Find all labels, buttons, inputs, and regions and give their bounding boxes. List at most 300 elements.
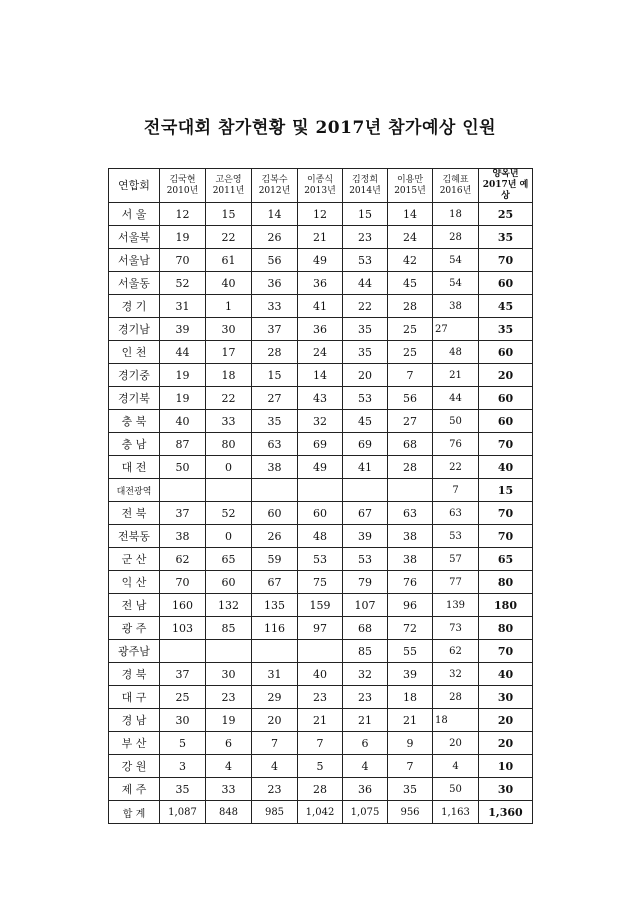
value-cell: 33 [206, 410, 252, 433]
value-cell: 79 [343, 571, 388, 594]
value-cell: 14 [252, 203, 298, 226]
value-cell: 30 [206, 318, 252, 341]
value-cell: 22 [343, 295, 388, 318]
value-cell: 28 [388, 456, 433, 479]
table-row [109, 249, 533, 272]
value-cell [298, 479, 343, 502]
value-cell: 30 [479, 686, 533, 709]
value-cell: 33 [206, 778, 252, 801]
value-cell: 23 [298, 686, 343, 709]
region-cell: 경기중 [109, 364, 160, 387]
value-cell [160, 640, 206, 663]
value-cell: 31 [160, 295, 206, 318]
value-cell: 26 [252, 226, 298, 249]
value-cell: 20 [433, 732, 479, 755]
column-header-name: 김복수 [261, 174, 288, 185]
value-cell: 22 [206, 226, 252, 249]
region-cell: 광 주 [109, 617, 160, 640]
value-cell: 28 [433, 226, 479, 249]
value-cell: 97 [298, 617, 343, 640]
table-row [109, 272, 533, 295]
value-text: 18 [435, 714, 448, 726]
table-row [109, 295, 533, 318]
value-cell: 75 [298, 571, 343, 594]
value-cell: 63 [433, 502, 479, 525]
value-cell: 40 [479, 663, 533, 686]
value-cell: 49 [298, 249, 343, 272]
value-cell: 45 [479, 295, 533, 318]
column-header [206, 169, 252, 203]
value-cell: 36 [298, 272, 343, 295]
value-cell: 20 [252, 709, 298, 732]
region-cell: 서울북 [109, 226, 160, 249]
region-cell: 경 기 [109, 295, 160, 318]
table-row [109, 502, 533, 525]
table-row [109, 203, 533, 226]
value-cell: 76 [433, 433, 479, 456]
value-cell: 96 [388, 594, 433, 617]
column-header-name: 양옥년 [492, 169, 519, 179]
value-cell: 18 [388, 686, 433, 709]
value-cell: 27 [388, 410, 433, 433]
value-cell [206, 479, 252, 502]
value-cell: 7 [388, 364, 433, 387]
value-cell: 9 [388, 732, 433, 755]
value-cell: 30 [206, 663, 252, 686]
value-cell: 77 [433, 571, 479, 594]
column-header [388, 169, 433, 203]
value-cell: 1,163 [433, 801, 479, 824]
value-cell: 5 [298, 755, 343, 778]
table-row [109, 548, 533, 571]
table-body [109, 203, 533, 824]
table-row [109, 364, 533, 387]
value-cell: 10 [479, 755, 533, 778]
value-cell: 19 [160, 226, 206, 249]
table-row [109, 226, 533, 249]
value-cell: 50 [433, 410, 479, 433]
value-cell: 17 [206, 341, 252, 364]
region-cell: 익 산 [109, 571, 160, 594]
value-cell: 73 [433, 617, 479, 640]
value-cell: 72 [388, 617, 433, 640]
value-cell: 4 [206, 755, 252, 778]
table-row [109, 594, 533, 617]
value-cell: 80 [206, 433, 252, 456]
column-header [298, 169, 343, 203]
value-cell: 57 [433, 548, 479, 571]
value-cell: 36 [343, 778, 388, 801]
table-row [109, 318, 533, 341]
column-header-name: 김혜표 [442, 174, 469, 185]
value-cell [388, 479, 433, 502]
value-cell: 45 [388, 272, 433, 295]
value-cell: 60 [479, 341, 533, 364]
value-cell: 60 [479, 410, 533, 433]
column-header-year: 2010년 [166, 185, 199, 196]
value-cell: 53 [433, 525, 479, 548]
value-cell: 33 [252, 295, 298, 318]
table-row [109, 755, 533, 778]
value-cell: 44 [343, 272, 388, 295]
value-cell: 7 [298, 732, 343, 755]
value-cell: 20 [479, 709, 533, 732]
value-cell: 48 [298, 525, 343, 548]
value-cell: 15 [206, 203, 252, 226]
table-row [109, 709, 533, 732]
value-cell: 67 [343, 502, 388, 525]
region-cell: 인 천 [109, 341, 160, 364]
value-cell: 63 [388, 502, 433, 525]
value-cell: 63 [252, 433, 298, 456]
value-cell: 18 [433, 203, 479, 226]
value-cell: 160 [160, 594, 206, 617]
table-row [109, 479, 533, 502]
value-cell: 68 [343, 617, 388, 640]
column-header-year: 2012년 [258, 185, 291, 196]
value-cell: 14 [388, 203, 433, 226]
value-cell: 39 [388, 663, 433, 686]
value-cell: 24 [298, 341, 343, 364]
value-cell: 20 [343, 364, 388, 387]
value-cell [252, 640, 298, 663]
value-cell: 1 [206, 295, 252, 318]
column-header-year: 2014년 [349, 185, 381, 196]
value-cell: 80 [479, 617, 533, 640]
value-cell: 22 [433, 456, 479, 479]
value-cell: 54 [433, 249, 479, 272]
value-cell: 29 [252, 686, 298, 709]
value-cell: 30 [160, 709, 206, 732]
value-cell: 85 [343, 640, 388, 663]
value-cell: 21 [298, 226, 343, 249]
participation-table [108, 168, 533, 824]
value-cell: 23 [206, 686, 252, 709]
column-header-name: 이종식 [306, 174, 334, 185]
value-cell: 25 [479, 203, 533, 226]
value-cell: 12 [160, 203, 206, 226]
value-cell: 4 [343, 755, 388, 778]
value-cell: 6 [343, 732, 388, 755]
value-cell: 25 [388, 341, 433, 364]
region-cell: 서 울 [109, 203, 160, 226]
value-cell: 49 [298, 456, 343, 479]
value-cell: 23 [252, 778, 298, 801]
region-cell: 대 전 [109, 456, 160, 479]
value-cell: 38 [160, 525, 206, 548]
value-cell: 70 [479, 640, 533, 663]
value-cell: 44 [160, 341, 206, 364]
value-cell: 35 [388, 778, 433, 801]
region-cell: 전 북 [109, 502, 160, 525]
value-cell: 25 [160, 686, 206, 709]
value-cell: 28 [433, 686, 479, 709]
value-cell: 53 [298, 548, 343, 571]
value-cell: 35 [479, 318, 533, 341]
value-cell: 985 [252, 801, 298, 824]
value-cell: 59 [252, 548, 298, 571]
region-cell: 전북동 [109, 525, 160, 548]
value-cell: 61 [206, 249, 252, 272]
value-cell: 32 [343, 663, 388, 686]
value-cell: 60 [206, 571, 252, 594]
value-cell: 32 [433, 663, 479, 686]
value-cell: 956 [388, 801, 433, 824]
value-cell: 37 [252, 318, 298, 341]
value-cell: 39 [160, 318, 206, 341]
value-cell: 70 [479, 502, 533, 525]
value-cell: 40 [160, 410, 206, 433]
value-cell: 60 [479, 387, 533, 410]
value-cell: 70 [479, 525, 533, 548]
region-cell: 광주남 [109, 640, 160, 663]
value-cell: 132 [206, 594, 252, 617]
value-cell [433, 709, 479, 732]
region-cell: 서울남 [109, 249, 160, 272]
value-cell: 1,087 [160, 801, 206, 824]
value-cell: 19 [160, 387, 206, 410]
value-cell: 19 [206, 709, 252, 732]
value-cell [160, 479, 206, 502]
value-cell: 80 [479, 571, 533, 594]
value-cell: 50 [433, 778, 479, 801]
value-cell: 67 [252, 571, 298, 594]
value-cell: 53 [343, 249, 388, 272]
column-header [160, 169, 206, 203]
column-header-name: 고은영 [215, 174, 242, 185]
total-row [109, 801, 533, 824]
value-cell: 15 [343, 203, 388, 226]
value-cell: 103 [160, 617, 206, 640]
region-cell: 군 산 [109, 548, 160, 571]
value-cell: 40 [206, 272, 252, 295]
value-cell: 7 [252, 732, 298, 755]
value-cell: 76 [388, 571, 433, 594]
value-cell: 42 [388, 249, 433, 272]
column-header [252, 169, 298, 203]
value-cell [343, 479, 388, 502]
column-header-year: 2013년 [304, 185, 336, 196]
value-cell: 69 [298, 433, 343, 456]
value-cell: 85 [206, 617, 252, 640]
value-text: 27 [435, 323, 448, 335]
table-row [109, 640, 533, 663]
document-title: 전국대회 참가현황 및 2017년 참가예상 인원 [143, 118, 497, 138]
table-row [109, 571, 533, 594]
table-row [109, 663, 533, 686]
value-cell: 21 [298, 709, 343, 732]
table-row [109, 387, 533, 410]
region-cell: 대 구 [109, 686, 160, 709]
value-cell: 1,075 [343, 801, 388, 824]
table-row [109, 617, 533, 640]
region-cell: 충 남 [109, 433, 160, 456]
value-cell: 15 [479, 479, 533, 502]
value-cell: 26 [252, 525, 298, 548]
column-header [343, 169, 388, 203]
value-cell: 21 [433, 364, 479, 387]
value-cell: 4 [433, 755, 479, 778]
table-row [109, 732, 533, 755]
value-cell: 139 [433, 594, 479, 617]
value-cell [433, 318, 479, 341]
value-cell: 56 [252, 249, 298, 272]
value-cell: 40 [479, 456, 533, 479]
value-cell: 36 [298, 318, 343, 341]
value-cell: 48 [433, 341, 479, 364]
region-cell: 부 산 [109, 732, 160, 755]
value-cell: 60 [479, 272, 533, 295]
value-cell: 23 [343, 226, 388, 249]
value-cell: 87 [160, 433, 206, 456]
region-cell: 경 남 [109, 709, 160, 732]
value-cell: 20 [479, 732, 533, 755]
region-cell: 경기남 [109, 318, 160, 341]
value-cell: 30 [479, 778, 533, 801]
value-cell: 159 [298, 594, 343, 617]
value-cell: 53 [343, 548, 388, 571]
region-cell: 전 남 [109, 594, 160, 617]
value-cell: 27 [252, 387, 298, 410]
value-cell [298, 640, 343, 663]
value-cell: 28 [252, 341, 298, 364]
value-cell: 68 [388, 433, 433, 456]
value-cell: 28 [298, 778, 343, 801]
value-cell: 25 [388, 318, 433, 341]
value-cell: 45 [343, 410, 388, 433]
value-cell: 0 [206, 525, 252, 548]
value-cell: 35 [160, 778, 206, 801]
value-cell: 35 [343, 341, 388, 364]
value-cell: 52 [206, 502, 252, 525]
value-cell: 35 [343, 318, 388, 341]
value-cell: 38 [388, 548, 433, 571]
value-cell: 38 [388, 525, 433, 548]
value-cell: 19 [160, 364, 206, 387]
value-cell: 70 [160, 249, 206, 272]
region-cell: 제 주 [109, 778, 160, 801]
value-cell: 7 [433, 479, 479, 502]
value-cell: 23 [343, 686, 388, 709]
region-cell: 경 북 [109, 663, 160, 686]
value-cell: 180 [479, 594, 533, 617]
header-row [109, 169, 533, 203]
value-cell: 41 [343, 456, 388, 479]
region-cell: 대전광역 [109, 479, 160, 502]
column-header-year: 2015년 [394, 185, 426, 196]
table-row [109, 778, 533, 801]
value-cell: 55 [388, 640, 433, 663]
region-cell: 서울동 [109, 272, 160, 295]
value-cell: 22 [206, 387, 252, 410]
value-cell: 53 [343, 387, 388, 410]
value-cell: 15 [252, 364, 298, 387]
table-row [109, 686, 533, 709]
value-cell: 37 [160, 502, 206, 525]
value-cell: 135 [252, 594, 298, 617]
value-cell: 70 [479, 249, 533, 272]
value-cell: 848 [206, 801, 252, 824]
table-row [109, 433, 533, 456]
value-cell: 70 [160, 571, 206, 594]
value-cell [252, 479, 298, 502]
value-cell: 50 [160, 456, 206, 479]
region-cell: 충 북 [109, 410, 160, 433]
value-cell: 107 [343, 594, 388, 617]
value-cell: 7 [388, 755, 433, 778]
value-cell: 40 [298, 663, 343, 686]
value-cell: 116 [252, 617, 298, 640]
value-cell: 4 [252, 755, 298, 778]
value-cell: 36 [252, 272, 298, 295]
region-cell: 경기북 [109, 387, 160, 410]
value-cell: 54 [433, 272, 479, 295]
column-header-name: 김정희 [351, 174, 379, 185]
value-cell: 65 [479, 548, 533, 571]
value-cell: 21 [343, 709, 388, 732]
column-header-year: 2011년 [212, 185, 245, 196]
value-cell: 5 [160, 732, 206, 755]
column-header-name: 이용만 [396, 174, 424, 185]
value-cell: 41 [298, 295, 343, 318]
column-header [433, 169, 479, 203]
value-cell: 65 [206, 548, 252, 571]
value-cell: 6 [206, 732, 252, 755]
value-cell: 37 [160, 663, 206, 686]
column-header-year: 2017년 예상 [482, 180, 529, 201]
value-cell: 56 [388, 387, 433, 410]
value-cell: 43 [298, 387, 343, 410]
column-header-name: 김국현 [169, 174, 196, 185]
value-cell: 3 [160, 755, 206, 778]
value-cell: 44 [433, 387, 479, 410]
region-cell: 강 원 [109, 755, 160, 778]
value-cell: 24 [388, 226, 433, 249]
table-row [109, 410, 533, 433]
value-cell: 70 [479, 433, 533, 456]
value-cell [206, 640, 252, 663]
value-cell: 62 [433, 640, 479, 663]
value-cell: 35 [479, 226, 533, 249]
value-cell: 1,042 [298, 801, 343, 824]
column-header [479, 169, 533, 203]
value-cell: 31 [252, 663, 298, 686]
value-cell: 0 [206, 456, 252, 479]
value-cell: 14 [298, 364, 343, 387]
region-cell: 합 계 [109, 801, 160, 824]
value-cell: 12 [298, 203, 343, 226]
value-cell: 21 [388, 709, 433, 732]
table-row [109, 456, 533, 479]
value-cell: 38 [433, 295, 479, 318]
value-cell: 1,360 [479, 801, 533, 824]
value-cell: 32 [298, 410, 343, 433]
value-cell: 60 [298, 502, 343, 525]
value-cell: 35 [252, 410, 298, 433]
value-cell: 52 [160, 272, 206, 295]
value-cell: 69 [343, 433, 388, 456]
table-row [109, 341, 533, 364]
value-cell: 38 [252, 456, 298, 479]
value-cell: 39 [343, 525, 388, 548]
region-column-header: 연합회 [109, 169, 160, 203]
value-cell: 60 [252, 502, 298, 525]
value-cell: 28 [388, 295, 433, 318]
column-header-year: 2016년 [439, 185, 472, 196]
value-cell: 62 [160, 548, 206, 571]
value-cell: 18 [206, 364, 252, 387]
value-cell: 20 [479, 364, 533, 387]
